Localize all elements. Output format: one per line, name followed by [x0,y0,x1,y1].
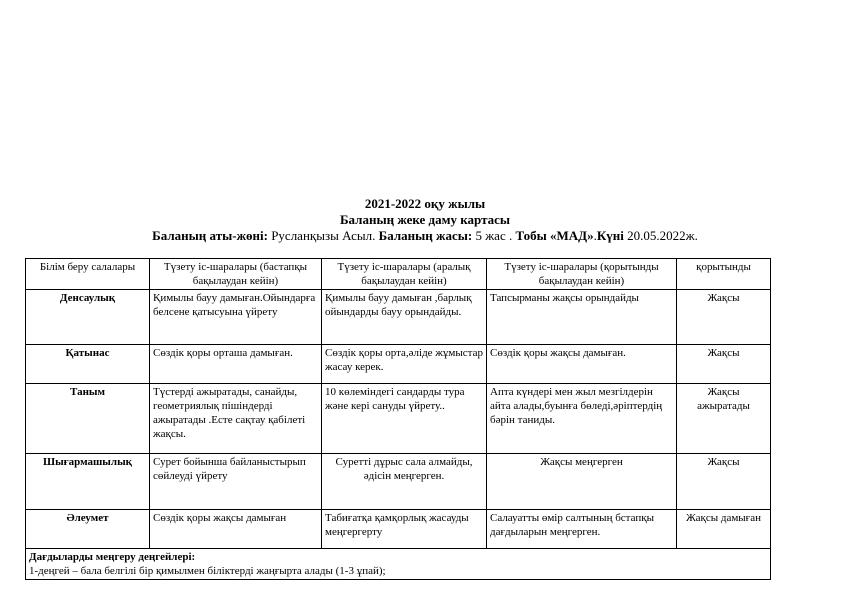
age-label: Баланың жасы: [378,228,473,243]
age-value: 5 жас . [472,228,516,243]
table-header-row [26,259,771,290]
table-row [26,345,771,384]
initial-cell: Сурет бойынша байланыстырып сөйлеуді үйрету [150,454,322,510]
col-header-initial: Түзету іс-шаралары (бастапқы бақылаудан кейін) [150,259,322,290]
result-cell: Жақсы дамыған [677,510,771,549]
final-cell: Сөздік қоры жақсы дамыған. [487,345,677,384]
levels-note-cell [26,549,771,580]
table-row [26,510,771,549]
result-cell: Жақсы [677,290,771,345]
initial-cell: Қимылы бауу дамыған.Ойындарға белсене қатысуына үйрету [150,290,322,345]
name-label: Баланың аты-жөні: [152,228,268,243]
area-cell: Әлеумет [26,510,150,549]
col-header-result: қорытынды [677,259,771,290]
col-header-area: Білім беру салалары [26,259,150,290]
day-label: Күні [596,228,624,243]
final-cell: Тапсырманы жақсы орындайды [487,290,677,345]
table-row [26,384,771,454]
area-cell: Шығармашылық [26,454,150,510]
group-label: Тобы «МАД» [515,228,594,243]
table-row [26,454,771,510]
intermediate-cell: Қимылы бауу дамыған ,барлық ойындарды бауу орындайды. [322,290,487,345]
area-cell: Қатынас [26,345,150,384]
initial-cell: Түстерді ажыратады, санайды, геометриялық пішіндерді ажыратады .Есте сақтау қабілеті жақсы. [150,384,322,454]
levels-note-title: Дағдыларды меңгеру деңгейлері: [29,551,196,563]
final-cell: Салауатты өмір салтының бстапқы дағдыларын меңгерген. [487,510,677,549]
result-cell: Жақсы ажыратады [677,384,771,454]
separator: . [593,228,597,243]
levels-note-row [26,549,771,580]
table-row [26,290,771,345]
col-header-intermediate: Түзету іс-шаралары (аралық бақылаудан кейін) [322,259,487,290]
initial-cell: Сөздік қоры орташа дамыған. [150,345,322,384]
child-info-line [0,228,850,243]
intermediate-cell: Табиғатқа қамқорлық жасауды меңгергерту [322,510,487,549]
levels-note-line: 1-деңгей – бала белгілі бір қимылмен біліктерді жаңғырта алады (1-3 ұпай); [29,565,386,577]
card-title: Баланың жеке даму картасы [339,212,511,227]
final-cell: Апта күндері мен жыл мезгілдерін айта алады,буынға бөледі,әріптердің бәрін таниды. [487,384,677,454]
initial-cell: Сөздік қоры жақсы дамыған [150,510,322,549]
development-card-table [25,258,771,580]
name-value: Русланқызы Асыл. [267,228,379,243]
area-cell: Денсаулық [26,290,150,345]
intermediate-cell: Суретті дұрыс сала алмайды, әдісін меңгерген. [322,454,487,510]
final-cell: Жақсы меңгерген [487,454,677,510]
intermediate-cell: Сөздік қоры орта,әліде жұмыстар жасау керек. [322,345,487,384]
school-year-heading: 2021-2022 оқу жылы [364,196,486,211]
col-header-final: Түзету іс-шаралары (қорытынды бақылаудан кейін) [487,259,677,290]
area-cell: Таным [26,384,150,454]
day-value: 20.05.2022ж. [623,228,698,243]
intermediate-cell: 10 көлеміндегі сандарды тура және кері сануды үйрету.. [322,384,487,454]
result-cell: Жақсы [677,454,771,510]
result-cell: Жақсы [677,345,771,384]
